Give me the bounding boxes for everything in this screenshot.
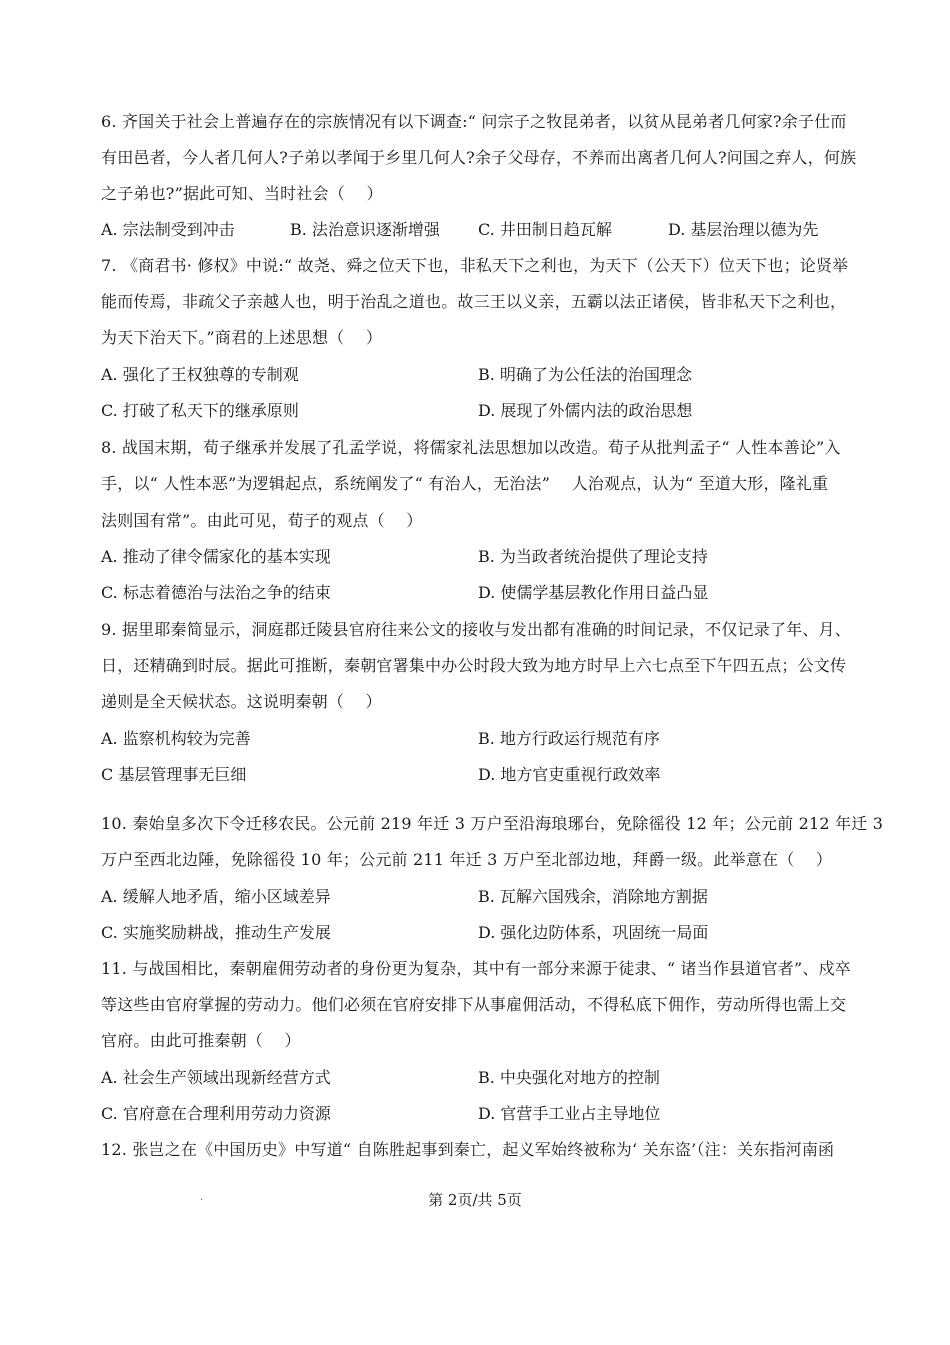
question-8-line-1: 8. 战国末期，荀子继承并发展了孔孟学说，将儒家礼法思想加以改造。荀子从批判孟子“ 人性本善论”入 — [101, 438, 841, 457]
question-7-option-b: B. 明确了为公任法的治国理念 — [478, 365, 692, 384]
question-10-option-c: C. 实施奖励耕战，推动生产发展 — [101, 923, 331, 942]
question-12-line-1: 12. 张岂之在《中国历史》中写道“ 自陈胜起事到秦亡，起义军始终被称为‘ 关东盗’（注：关东指河南函 — [101, 1140, 835, 1159]
footer-dot: . — [200, 1192, 204, 1203]
question-11-line-1: 11. 与战国相比，秦朝雇佣劳动者的身份更为复杂，其中有一部分来源于徒隶、“ 诸当作县道官者”、戍卒 — [101, 959, 851, 978]
question-10-line-2: 万户至西北边陲，免除徭役 10 年；公元前 211 年迁 3 万户至北部边地，拜爵一级。此举意在（ ） — [101, 850, 833, 869]
question-6-option-d: D. 基层治理以德为先 — [668, 220, 819, 239]
question-9-option-b: B. 地方行政运行规范有序 — [478, 729, 660, 748]
question-6-option-b: B. 法治意识逐渐增强 — [290, 220, 440, 239]
question-11-option-d: D. 官营手工业占主导地位 — [478, 1104, 661, 1123]
question-10-option-a: A. 缓解人地矛盾，缩小区域差异 — [101, 887, 331, 906]
question-7-option-a: A. 强化了王权独尊的专制观 — [101, 365, 299, 384]
page-number: 第 2页/共 5页 — [428, 1191, 522, 1209]
question-8-option-b: B. 为当政者统治提供了理论支持 — [478, 547, 708, 566]
question-8-option-d: D. 使儒学基层教化作用日益凸显 — [478, 583, 709, 602]
question-9-line-2: 日，还精确到时辰。据此可推断，秦朝官署集中办公时段大致为地方时早上六七点至下午四五点；公文传 — [101, 656, 847, 675]
question-6-option-a: A. 宗法制受到冲击 — [101, 220, 235, 239]
question-9-option-d: D. 地方官吏重视行政效率 — [478, 765, 661, 784]
question-9-line-3: 递则是全天候状态。这说明秦朝（ ） — [101, 692, 382, 711]
question-9-option-c: C 基层管理事无巨细 — [101, 765, 247, 784]
question-11-line-3: 官府。由此可推秦朝（ ） — [101, 1031, 301, 1050]
question-8-line-2: 手，以“ 人性本恶”为逻辑起点，系统阐发了“ 有治人，无治法” 人治观点，认为“ 至道大形，隆礼重 — [101, 474, 829, 493]
question-6-line-2: 有田邑者，今人者几何人?子弟以孝闻于乡里几何人?余子父母存，不养而出离者几何人?问国之弃人，何族 — [101, 148, 857, 167]
question-9-line-1: 9. 据里耶秦简显示，洞庭郡迁陵县官府往来公文的接收与发出都有准确的时间记录，不仅记录了年、月、 — [101, 620, 851, 639]
question-8-option-a: A. 推动了律令儒家化的基本实现 — [101, 547, 331, 566]
question-10-option-d: D. 强化边防体系，巩固统一局面 — [478, 923, 709, 942]
question-7-option-c: C. 打破了私天下的继承原则 — [101, 401, 299, 420]
question-9-option-a: A. 监察机构较为完善 — [101, 729, 251, 748]
question-7-option-d: D. 展现了外儒内法的政治思想 — [478, 401, 693, 420]
question-11-line-2: 等这些由官府掌握的劳动力。他们必须在官府安排下从事雇佣活动，不得私底下佣作，劳动所得也需上交 — [101, 995, 847, 1014]
question-11-option-a: A. 社会生产领域出现新经营方式 — [101, 1068, 331, 1087]
question-7-line-3: 为天下治天下。”商君的上述思想（ ） — [101, 328, 383, 347]
question-11-option-b: B. 中央强化对地方的控制 — [478, 1068, 660, 1087]
question-7-line-2: 能而传焉，非疏父子亲越人也，明于治乱之道也。故三王以义亲，五霸以法正诸侯，皆非私天下之利也， — [101, 292, 847, 311]
question-6-option-c: C. 井田制日趋瓦解 — [478, 220, 612, 239]
question-10-option-b: B. 瓦解六国残余，消除地方割据 — [478, 887, 708, 906]
question-8-line-3: 法则国有常”。由此可见，荀子的观点（ ） — [101, 511, 423, 530]
question-8-option-c: C. 标志着德治与法治之争的结束 — [101, 583, 331, 602]
question-11-option-c: C. 官府意在合理利用劳动力资源 — [101, 1104, 331, 1123]
question-7-line-1: 7. 《商君书· 修权》中说:“ 故尧、舜之位天下也，非私天下之利也，为天下（公天下）位天下也；论贤举 — [101, 256, 849, 275]
question-6-line-1: 6. 齐国关于社会上普遍存在的宗族情况有以下调查:“ 问宗子之牧昆弟者，以贫从昆弟者几何家?余子仕而 — [101, 112, 847, 131]
question-10-line-1: 10. 秦始皇多次下令迁移农民。公元前 219 年迁 3 万户至沿海琅琊台，免除徭役 12 年；公元前 212 年迁 3 — [101, 814, 884, 833]
question-6-line-3: 之子弟也?”据此可知、当时社会（ ） — [101, 184, 383, 203]
